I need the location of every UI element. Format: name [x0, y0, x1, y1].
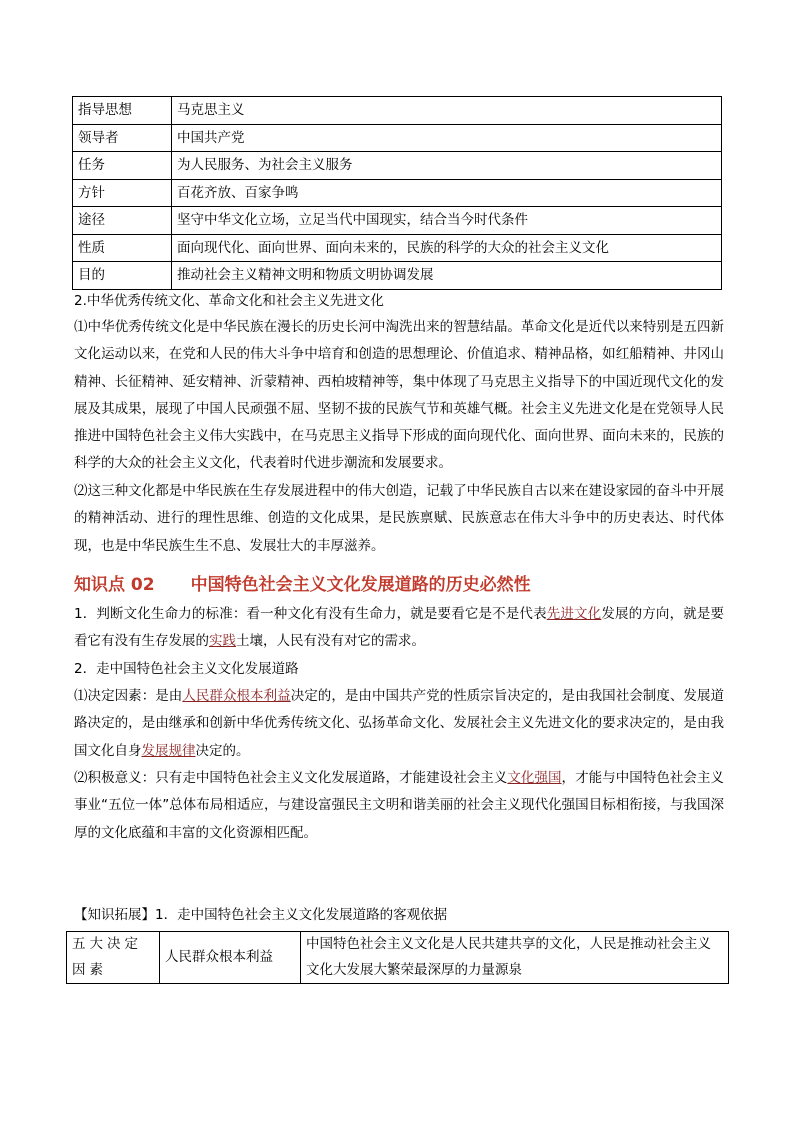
knowledge-point-heading — [74, 571, 724, 599]
kp-item-2-title: 2．走中国特色社会主义文化发展道路 — [74, 661, 299, 677]
table-row — [73, 262, 722, 290]
knowledge-extension-title: 【知识拓展】1．走中国特色社会主义文化发展道路的客观依据 — [74, 907, 448, 923]
table-row — [73, 179, 722, 207]
kp-item-2-p1-underline-1: 人民群众根本利益 — [182, 688, 291, 704]
extension-cell-basis: 人民群众根本利益 — [160, 932, 301, 984]
guidance-label-cell: 性质 — [73, 234, 172, 262]
kp-item-2-p2-underline-1: 文化强国 — [507, 770, 562, 786]
kp-item-2-p2-text-b: ，才能与中国特色社会主义事业“五位一体”总体布局相适应，与建设富强民主文明和谐美丽的社会主义现代化强国目标相衔接，与我国深厚的文化底蕴和丰富的文化资源相匹配。 — [74, 770, 725, 841]
table-row — [67, 932, 729, 984]
kp-item-1-text-a: 1．判断文化生命力的标准：看一种文化有没有生命力，就是要看它是不是代表 — [74, 606, 547, 622]
guidance-value-cell: 面向现代化、面向世界、面向未来的，民族的科学的大众的社会主义文化 — [172, 234, 722, 262]
kp-item-2-paragraph-1 — [74, 683, 724, 765]
kp-item-2-p1-text-a: ⑴决定因素：是由 — [74, 688, 183, 704]
kp-item-2-p1-text-b: 决定的，是由中国共产党的性质宗旨决定的，是由我国社会制度、发展道路决定的，是由继承和创新中华优秀传统文化、弘扬革命文化、发展社会主义先进文化的要求决定的，是由我国文化自身 — [74, 688, 725, 759]
section2-paragraph-2: ⑵这三种文化都是中华民族在生存发展进程中的伟大创造，记载了中华民族自古以来在建设家园的奋斗中开展的精神活动、进行的理性思维、创造的文化成果，是民族禀赋、民族意志在伟大斗争中的历史表达、时代体现，也是中华民族生生不息、发展壮大的丰厚滋养。 — [74, 483, 724, 554]
kp-item-1-text-c: 土壤，人民有没有对它的需求。 — [236, 633, 425, 650]
guidance-table — [72, 96, 722, 290]
kp-item-1-underline-1: 先进文化 — [546, 606, 602, 622]
guidance-value-cell: 马克思主义 — [172, 97, 722, 125]
guidance-label-cell: 指导思想 — [73, 97, 172, 125]
knowledge-point-number: 知识点 02 — [74, 575, 155, 595]
guidance-label-cell: 方针 — [73, 179, 172, 207]
table-row — [73, 207, 722, 235]
extension-cell-factor: 五大决定因素 — [67, 932, 160, 984]
kp-item-2-paragraph-2 — [74, 765, 724, 847]
kp-item-1 — [74, 601, 724, 656]
guidance-label-cell: 目的 — [73, 262, 172, 290]
guidance-value-cell: 坚守中华文化立场，立足当代中国现实，结合当今时代条件 — [172, 207, 722, 235]
table-row — [73, 124, 722, 152]
kp-item-2-p1-underline-2: 发展规律 — [141, 742, 196, 759]
knowledge-point-title: 中国特色社会主义文化发展道路的历史必然性 — [190, 575, 531, 595]
extension-table — [66, 931, 729, 984]
guidance-label-cell: 途径 — [73, 207, 172, 235]
kp-item-2-p2-text-a: ⑵积极意义：只有走中国特色社会主义文化发展道路，才能建设社会主义 — [74, 770, 508, 786]
guidance-label-cell: 领导者 — [73, 124, 172, 152]
section2-paragraph-1: ⑴中华优秀传统文化是中华民族在漫长的历史长河中淘洗出来的智慧结晶。革命文化是近代以来特别是五四新文化运动以来，在党和人民的伟大斗争中培育和创造的思想理论、价值追求、精神品格，如红船精神、井冈山精神、长征精神、延安精神、沂蒙精神、西柏坡精神等，集中体现了马克思主义指导下的中国近现代文化的发展及其成果，展现了中国人民顽强不屈、坚韧不拔的民族气节和英雄气概。社会主义先进文化是在党领导人民推进中国特色社会主义伟大实践中，在马克思主义指导下形成的面向现代化、面向世界、面向未来的，民族的科学的大众的社会主义文化，代表着时代进步潮流和发展要求。 — [74, 319, 724, 472]
table-row — [73, 152, 722, 180]
kp-item-1-underline-2: 实践 — [209, 633, 236, 650]
kp-item-1-text-b: 发展的方向，就是要看它有没有生存发展的 — [74, 606, 725, 650]
guidance-table-body — [73, 97, 722, 290]
table-row — [73, 234, 722, 262]
guidance-value-cell: 百花齐放、百家争鸣 — [172, 179, 722, 207]
guidance-value-cell: 中国共产党 — [172, 124, 722, 152]
extension-cell-explanation: 中国特色社会主义文化是人民共建共享的文化，人民是推动社会主义文化大发展大繁荣最深厚的力量源泉 — [301, 932, 729, 984]
guidance-value-cell: 推动社会主义精神文明和物质文明协调发展 — [172, 262, 722, 290]
guidance-value-cell: 为人民服务、为社会主义服务 — [172, 152, 722, 180]
guidance-label-cell: 任务 — [73, 152, 172, 180]
section2-title: 2.中华优秀传统文化、革命文化和社会主义先进文化 — [74, 293, 384, 309]
kp-item-2-p1-text-c: 决定的。 — [195, 742, 250, 759]
table-row — [73, 97, 722, 125]
